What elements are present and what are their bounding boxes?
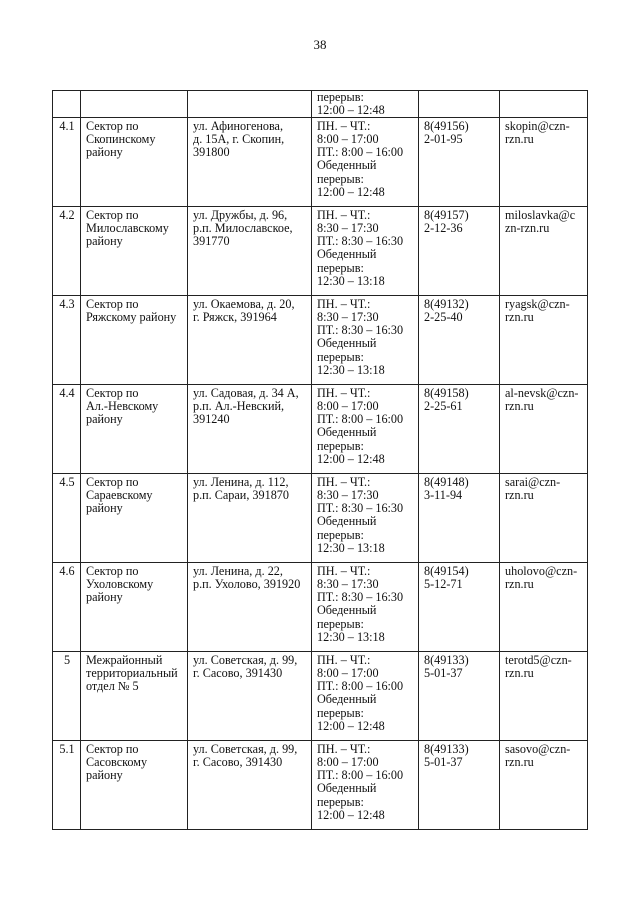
cell-address: ул. Советская, д. 99, г. Сасово, 391430 [188, 741, 312, 830]
cell-hours: ПН. – ЧТ.: 8:30 – 17:30 ПТ.: 8:30 – 16:30 Обеденный перерыв: 12:30 – 13:18 [312, 296, 419, 385]
cell-address: ул. Ленина, д. 112, р.п. Сараи, 391870 [188, 474, 312, 563]
cell-address [188, 91, 312, 118]
cell-phone: 8(49157) 2-12-36 [419, 207, 500, 296]
cell-hours: перерыв: 12:00 – 12:48 [312, 91, 419, 118]
cell-email[interactable]: ryagsk@czn- rzn.ru [500, 296, 588, 385]
cell-address: ул. Садовая, д. 34 А, р.п. Ал.-Невский, 391240 [188, 385, 312, 474]
cell-phone: 8(49132) 2-25-40 [419, 296, 500, 385]
cell-address: ул. Ленина, д. 22, р.п. Ухолово, 391920 [188, 563, 312, 652]
cell-address: ул. Советская, д. 99, г. Сасово, 391430 [188, 652, 312, 741]
table-row [53, 207, 588, 296]
cell-email[interactable]: sarai@czn- rzn.ru [500, 474, 588, 563]
cell-number: 4.1 [53, 118, 81, 207]
cell-email[interactable]: sasovo@czn- rzn.ru [500, 741, 588, 830]
table-row [53, 741, 588, 830]
cell-address: ул. Окаемова, д. 20, г. Ряжск, 391964 [188, 296, 312, 385]
cell-name: Сектор по Сасовскому району [81, 741, 188, 830]
cell-phone: 8(49148) 3-11-94 [419, 474, 500, 563]
cell-number: 5 [53, 652, 81, 741]
cell-hours: ПН. – ЧТ.: 8:00 – 17:00 ПТ.: 8:00 – 16:00 Обеденный перерыв: 12:00 – 12:48 [312, 741, 419, 830]
cell-email[interactable]: al-nevsk@czn- rzn.ru [500, 385, 588, 474]
cell-name: Сектор по Ал.-Невскому району [81, 385, 188, 474]
table-row [53, 652, 588, 741]
cell-number [53, 91, 81, 118]
cell-hours: ПН. – ЧТ.: 8:00 – 17:00 ПТ.: 8:00 – 16:00 Обеденный перерыв: 12:00 – 12:48 [312, 385, 419, 474]
cell-email[interactable]: terotd5@czn- rzn.ru [500, 652, 588, 741]
cell-name: Сектор по Ряжскому району [81, 296, 188, 385]
cell-address: ул. Афиногенова, д. 15А, г. Скопин, 391800 [188, 118, 312, 207]
cell-address: ул. Дружбы, д. 96, р.п. Милославское, 391770 [188, 207, 312, 296]
cell-name: Сектор по Сараевскому району [81, 474, 188, 563]
cell-phone [419, 91, 500, 118]
cell-phone: 8(49133) 5-01-37 [419, 652, 500, 741]
table-row [53, 118, 588, 207]
cell-email [500, 91, 588, 118]
cell-hours: ПН. – ЧТ.: 8:30 – 17:30 ПТ.: 8:30 – 16:30 Обеденный перерыв: 12:30 – 13:18 [312, 474, 419, 563]
cell-number: 4.3 [53, 296, 81, 385]
cell-name: Сектор по Милославскому району [81, 207, 188, 296]
cell-number: 4.5 [53, 474, 81, 563]
cell-phone: 8(49154) 5-12-71 [419, 563, 500, 652]
table-row [53, 563, 588, 652]
cell-name [81, 91, 188, 118]
table-row [53, 385, 588, 474]
table-row [53, 474, 588, 563]
page-number: 38 [313, 37, 327, 52]
cell-name: Сектор по Ухоловскому району [81, 563, 188, 652]
cell-number: 4.2 [53, 207, 81, 296]
cell-phone: 8(49133) 5-01-37 [419, 741, 500, 830]
cell-hours: ПН. – ЧТ.: 8:00 – 17:00 ПТ.: 8:00 – 16:00 Обеденный перерыв: 12:00 – 12:48 [312, 652, 419, 741]
cell-number: 4.4 [53, 385, 81, 474]
cell-phone: 8(49158) 2-25-61 [419, 385, 500, 474]
cell-email[interactable]: uholovo@czn- rzn.ru [500, 563, 588, 652]
cell-email[interactable]: skopin@czn- rzn.ru [500, 118, 588, 207]
cell-name: Межрайонный территориальный отдел № 5 [81, 652, 188, 741]
cell-hours: ПН. – ЧТ.: 8:00 – 17:00 ПТ.: 8:00 – 16:00 Обеденный перерыв: 12:00 – 12:48 [312, 118, 419, 207]
table-row [53, 296, 588, 385]
cell-name: Сектор по Скопинскому району [81, 118, 188, 207]
office-schedule-table [52, 90, 588, 830]
cell-hours: ПН. – ЧТ.: 8:30 – 17:30 ПТ.: 8:30 – 16:30 Обеденный перерыв: 12:30 – 13:18 [312, 207, 419, 296]
cell-number: 4.6 [53, 563, 81, 652]
cell-hours: ПН. – ЧТ.: 8:30 – 17:30 ПТ.: 8:30 – 16:30 Обеденный перерыв: 12:30 – 13:18 [312, 563, 419, 652]
cell-number: 5.1 [53, 741, 81, 830]
cell-phone: 8(49156) 2-01-95 [419, 118, 500, 207]
cell-email[interactable]: miloslavka@c zn-rzn.ru [500, 207, 588, 296]
table-row-continued [53, 91, 588, 118]
